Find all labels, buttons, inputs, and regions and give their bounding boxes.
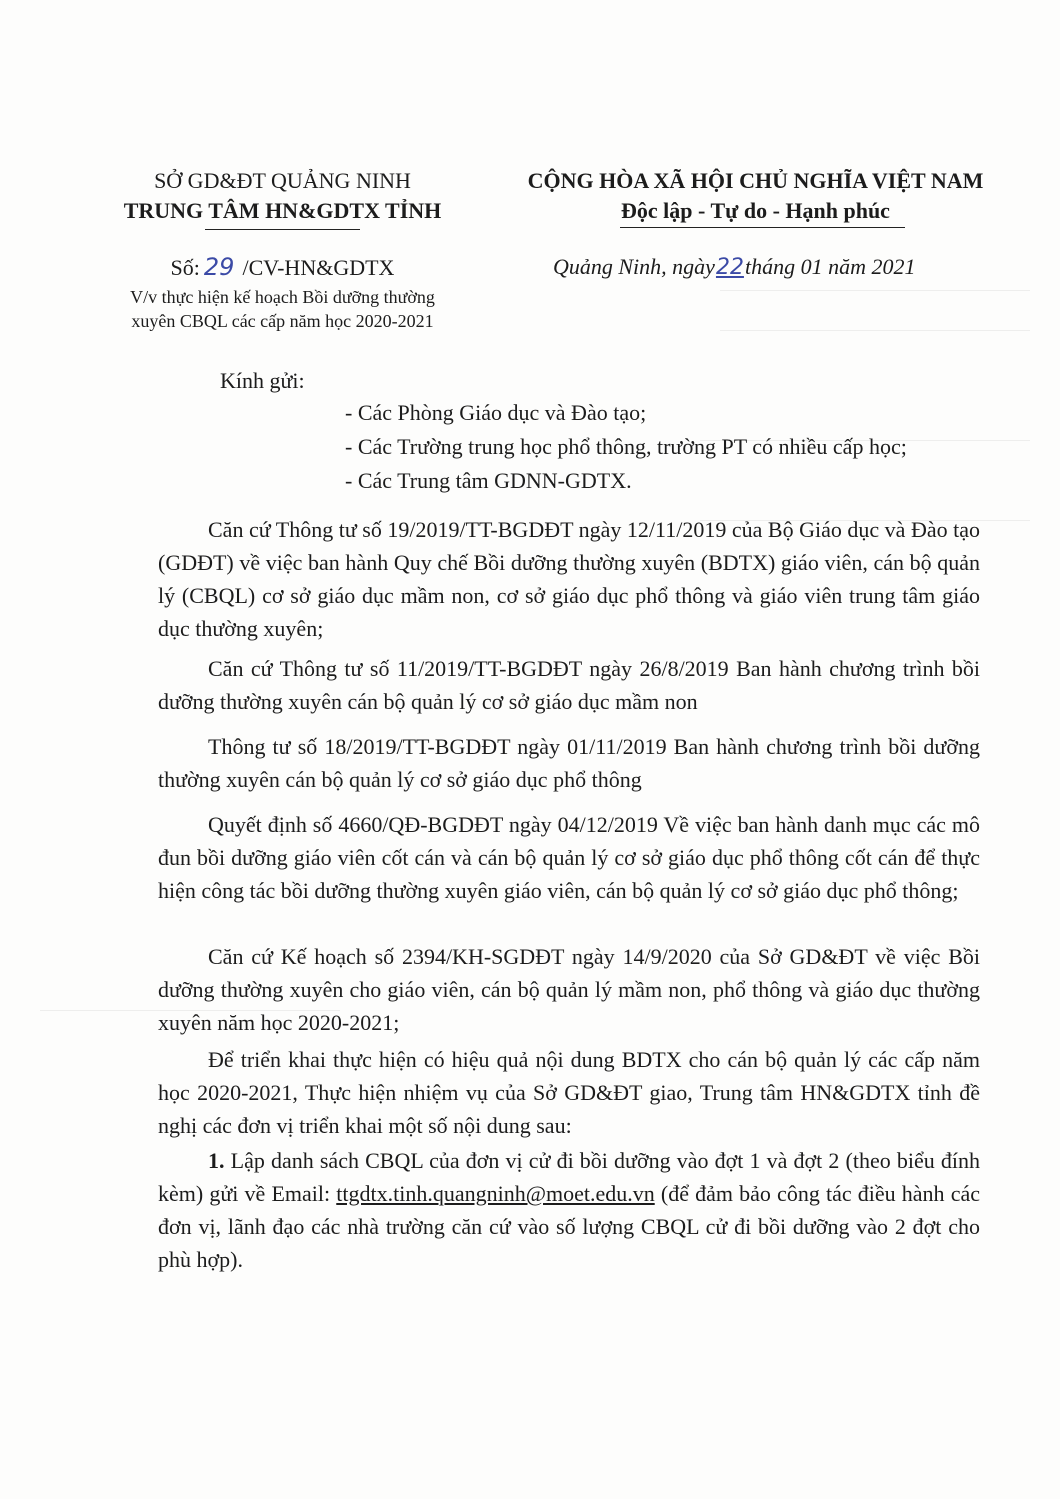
- handwritten-number: 29: [203, 253, 235, 281]
- salutation: Kính gửi:: [220, 368, 305, 393]
- recipient-item: - Các Phòng Giáo dục và Đào tạo;: [345, 400, 647, 425]
- date-rest: tháng 01 năm 2021: [744, 254, 916, 279]
- national-motto: Độc lập - Tự do - Hạnh phúc: [621, 198, 890, 223]
- date-line: [553, 252, 915, 283]
- recipient-item: - Các Trường trung học phổ thông, trường PT có nhiều cấp học;: [345, 434, 907, 459]
- show-through-line: [720, 330, 1030, 331]
- task-item-text: Lập danh sách CBQL của đơn vị cử đi bồi dưỡng vào đợt 1 và đợt 2 (theo biểu đính kèm) gửi về Email:: [158, 1148, 980, 1206]
- department-name: SỞ GD&ĐT QUẢNG NINH: [154, 168, 411, 193]
- paragraph-legal-basis-3: Thông tư số 18/2019/TT-BGDĐT ngày 01/11/2019 Ban hành chương trình bồi dưỡng thường xuyên cán bộ quản lý cơ sở giáo dục phổ thông: [158, 734, 980, 792]
- header-left-underline: [205, 229, 360, 230]
- reference-block: [90, 252, 475, 333]
- subject-line-2: xuyên CBQL các cấp năm học 2020-2021: [131, 311, 434, 331]
- recipient-list: [345, 396, 907, 498]
- handwritten-day: 22: [715, 255, 744, 280]
- recipient-item: - Các Trung tâm GDNN-GDTX.: [345, 468, 632, 493]
- date-place: Quảng Ninh, ngày: [553, 254, 715, 279]
- header-left: [95, 166, 470, 226]
- task-item-number: 1.: [208, 1148, 225, 1173]
- header-right-underline: [620, 227, 905, 228]
- show-through-line: [720, 290, 1030, 291]
- center-name: TRUNG TÂM HN&GDTX TỈNH: [123, 198, 442, 223]
- header-right: [488, 166, 1023, 226]
- email-link[interactable]: ttgdtx.tinh.quangninh@moet.edu.vn: [336, 1181, 655, 1206]
- paragraph-legal-basis-2: Căn cứ Thông tư số 11/2019/TT-BGDĐT ngày 26/8/2019 Ban hành chương trình bồi dưỡng thường xuyên cán bộ quản lý cơ sở giáo dục mầm non: [158, 656, 980, 714]
- paragraph-legal-basis-4: Quyết định số 4660/QĐ-BGDĐT ngày 04/12/2019 Về việc ban hành danh mục các mô đun bồi dưỡng giáo viên cốt cán và cán bộ quản lý cơ sở giáo dục phổ thông cốt cán để thực hiện công tác bồi dưỡng thường xuyên giáo viên, cán bộ quản lý cơ sở giáo dục phổ thông;: [158, 812, 980, 903]
- paragraph-legal-basis-1: Căn cứ Thông tư số 19/2019/TT-BGDĐT ngày 12/11/2019 của Bộ Giáo dục và Đào tạo (GDĐT) về việc ban hành Quy chế Bồi dưỡng thường xuyên (BDTX) giáo viên, cán bộ quản lý (CBQL) cơ sở giáo dục mầm non, cơ sở giáo dục phổ thông và giáo viên trung tâm giáo dục thường xuyên;: [158, 517, 980, 641]
- paragraph-legal-basis-5: Căn cứ Kế hoạch số 2394/KH-SGDĐT ngày 14/9/2020 của Sở GD&ĐT về việc Bồi dưỡng thường xuyên cho giáo viên, cán bộ quản lý mầm non, phổ thông và giáo dục thường xuyên năm học 2020-2021;: [158, 944, 980, 1035]
- document-number: [90, 252, 475, 283]
- task-item-1: [158, 1144, 980, 1276]
- number-suffix: /CV-HN&GDTX: [242, 255, 395, 280]
- task-item-text-continued: (để đảm bảo công tác điều hành các đơn vị, lãnh đạo các nhà trường căn cứ vào số lượng CBQL cử đi bồi dưỡng vào 2 đợt cho phù hợp).: [158, 1181, 981, 1272]
- paragraph-purpose: Để triển khai thực hiện có hiệu quả nội dung BDTX cho cán bộ quản lý các cấp năm học 2020-2021, Thực hiện nhiệm vụ của Sở GD&ĐT giao, Trung tâm HN&GDTX tỉnh đề nghị các đơn vị triển khai một số nội dung sau:: [158, 1047, 980, 1138]
- subject-line-1: V/v thực hiện kế hoạch Bồi dưỡng thường: [130, 287, 435, 307]
- country-name: CỘNG HÒA XÃ HỘI CHỦ NGHĨA VIỆT NAM: [527, 168, 984, 193]
- number-prefix: Số:: [170, 255, 200, 280]
